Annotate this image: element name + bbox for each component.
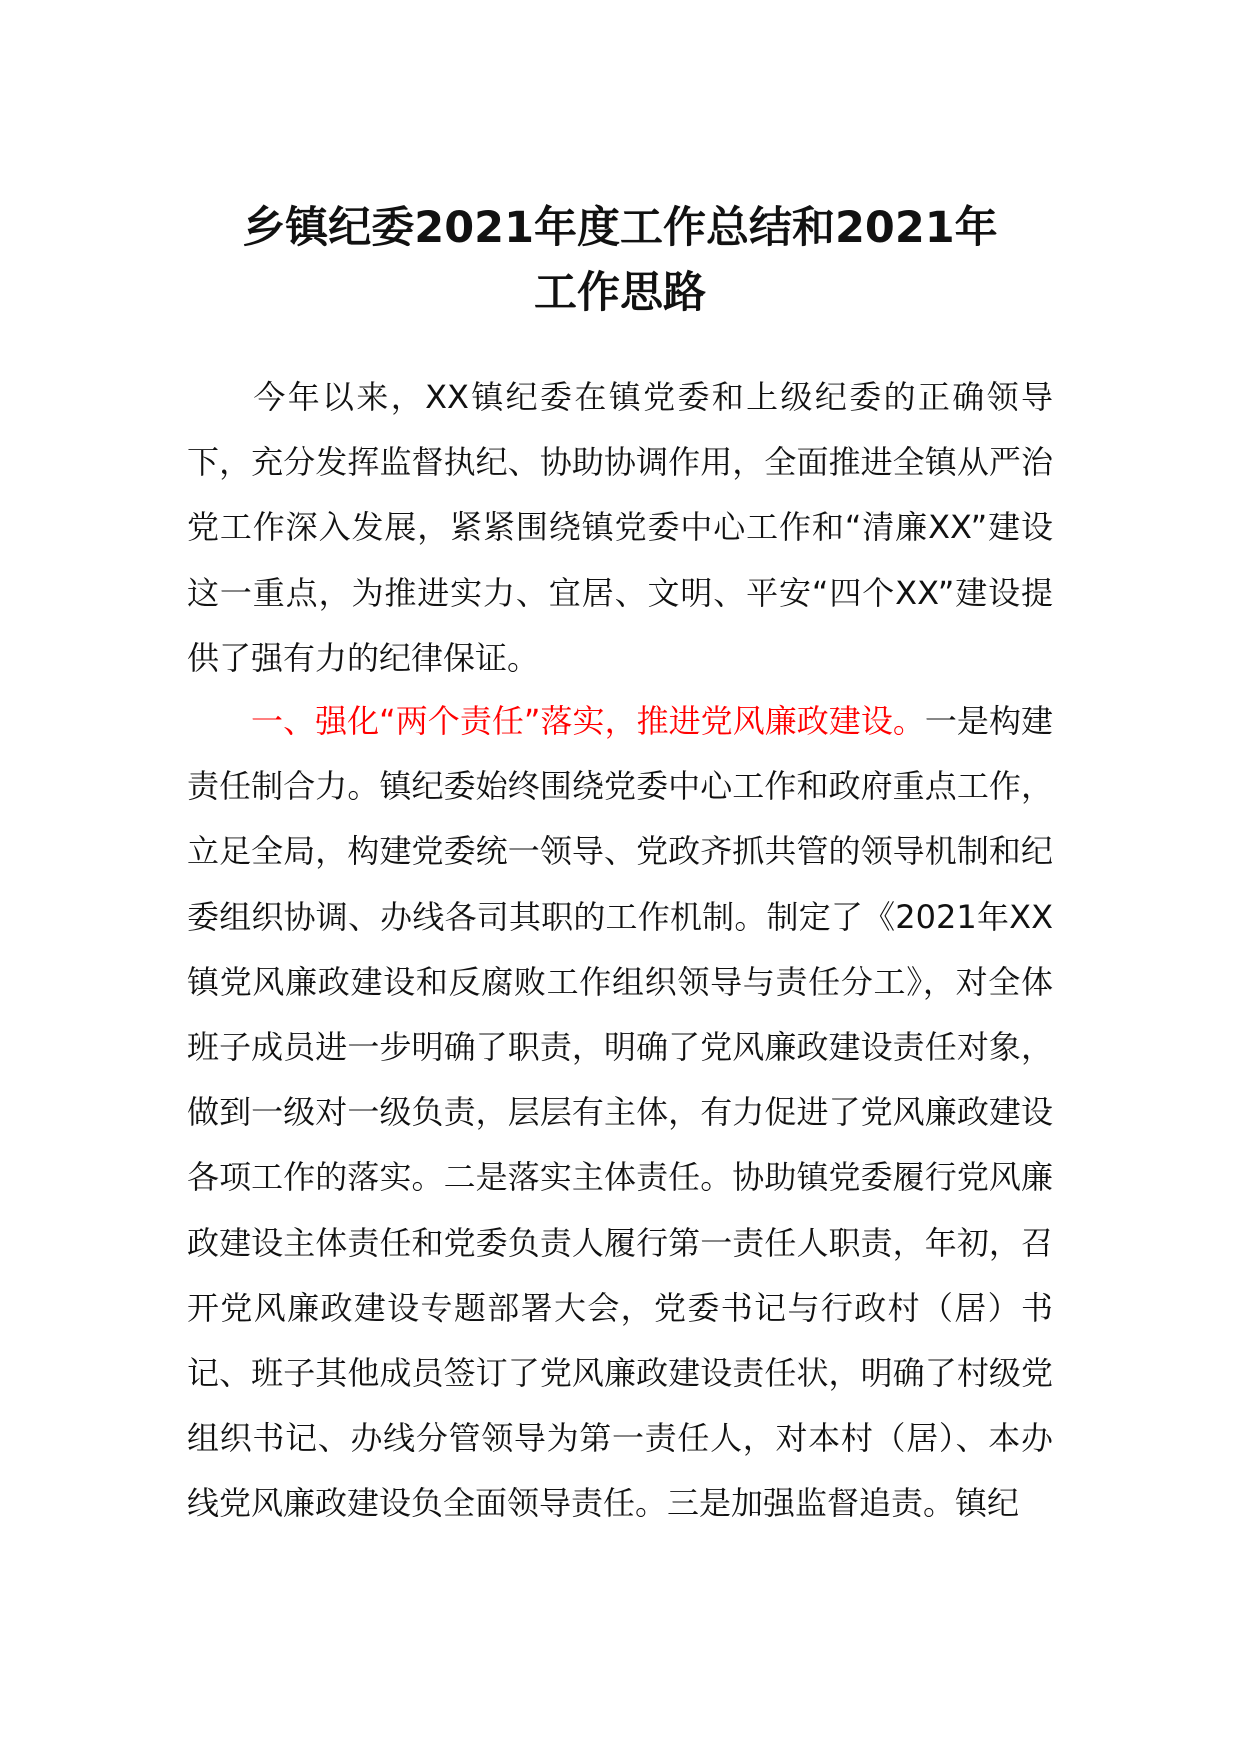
document-title <box>150 196 1090 326</box>
section-1-heading: 一、强化“两个责任”落实，推进党风廉政建设。 <box>251 702 925 740</box>
section-1-body: 一是构建责任制合力。镇纪委始终围绕党委中心工作和政府重点工作，立足全局，构建党委统一领导、党政齐抓共管的领导机制和纪委组织协调、办线各司其职的工作机制。制定了《2021年XX镇党风廉政建设和反腐败工作组织领导与责任分工》，对全体班子成员进一步明确了职责，明确了党风廉政建设责任对象，做到一级对一级负责，层层有主体，有力促进了党风廉政建设各项工作的落实。二是落实主体责任。协助镇党委履行党风廉政建设主体责任和党委负责人履行第一责任人职责，年初，召开党风廉政建设专题部署大会，党委书记与行政村（居）书记、班子其他成员签订了党风廉政建设责任状，明确了村级党组织书记、办线分管领导为第一责任人，对本村（居）、本办线党风廉政建设负全面领导责任。三是加强监督追责。镇纪 <box>187 702 1053 1523</box>
paragraph-section-1 <box>187 689 1053 1537</box>
title-line-2: 工作思路 <box>534 268 706 318</box>
paragraph-intro <box>187 365 1053 691</box>
title-line-1: 乡镇纪委2021年度工作总结和2021年 <box>242 203 998 253</box>
paragraph-intro-text: 今年以来，XX镇纪委在镇党委和上级纪委的正确领导下，充分发挥监督执纪、协助协调作用，全面推进全镇从严治党工作深入发展，紧紧围绕镇党委中心工作和“清廉XX”建设这一重点，为推进实力、宜居、文明、平安“四个XX”建设提供了强有力的纪律保证。 <box>187 378 1053 677</box>
